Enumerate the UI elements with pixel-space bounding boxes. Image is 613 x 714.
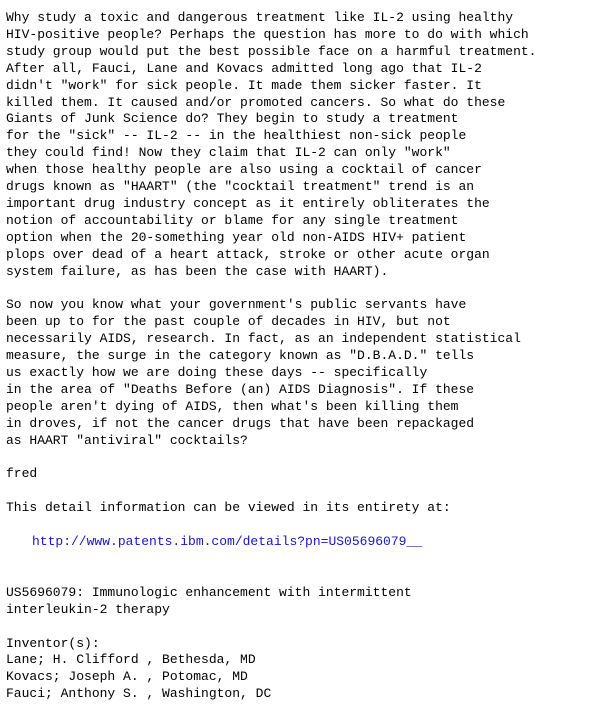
text-line: important drug industry concept as it entirely obliterates the — [6, 195, 490, 211]
paragraph-two — [6, 297, 613, 449]
text-line: killed them. It caused and/or promoted cancers. So what do these — [6, 94, 506, 110]
text-line: us exactly how we are doing these days -- specifically — [6, 365, 428, 381]
inventors-list — [6, 652, 613, 703]
inventors-label: Inventor(s): — [6, 635, 100, 651]
detail-intro: This detail information can be viewed in its entirety at: — [6, 500, 451, 516]
text-line: plops over dead of a heart attack, stroke or other acute organ — [6, 246, 490, 262]
text-line: didn't "work" for sick people. It made them sicker faster. It — [6, 77, 482, 93]
blank-line — [6, 619, 613, 636]
blank-line — [6, 281, 613, 298]
text-line: option when the 20-something year old non-AIDS HIV+ patient — [6, 229, 467, 245]
text-line: study group would put the best possible face on a harmful treatment. — [6, 43, 537, 59]
patent-title — [6, 585, 613, 619]
inventor-item: Fauci; Anthony S. , Washington, DC — [6, 686, 272, 702]
inventor-item: Lane; H. Clifford , Bethesda, MD — [6, 652, 256, 668]
link-line — [6, 534, 613, 551]
signature: fred — [6, 466, 38, 482]
text-line: Giants of Junk Science do? They begin to study a treatment — [6, 111, 459, 127]
text-line: HIV-positive people? Perhaps the question has more to do with which — [6, 26, 529, 42]
text-line: people aren't dying of AIDS, then what's been killing them — [6, 398, 459, 414]
blank-line — [6, 568, 613, 585]
blank-line — [6, 551, 613, 568]
text-line: for the "sick" -- IL-2 -- in the healthiest non-sick people — [6, 128, 467, 144]
blank-line — [6, 517, 613, 534]
blank-line — [6, 450, 613, 467]
text-line: So now you know what your government's public servants have — [6, 297, 467, 313]
text-line: they could find! Now they claim that IL-2 can only "work" — [6, 145, 451, 161]
text-line: drugs known as "HAART" (the "cocktail treatment" trend is an — [6, 179, 475, 195]
text-line: been up to for the past couple of decades in HIV, but not — [6, 314, 451, 330]
text-line: system failure, as has been the case with HAART). — [6, 263, 389, 279]
link-trailing: __ — [406, 534, 423, 550]
text-line: notion of accountability or blame for any single treatment — [6, 212, 459, 228]
patent-link[interactable]: http://www.patents.ibm.com/details?pn=US05696079 — [32, 534, 407, 550]
text-line: measure, the surge in the category known as "D.B.A.D." tells — [6, 348, 475, 364]
blank-line — [6, 483, 613, 500]
text-line: interleukin-2 therapy — [6, 601, 170, 617]
text-line: when those healthy people are also using a cocktail of cancer — [6, 162, 482, 178]
text-line: After all, Fauci, Lane and Kovacs admitted long ago that IL-2 — [6, 60, 482, 76]
text-line: in the area of "Deaths Before (an) AIDS Diagnosis". If these — [6, 381, 475, 397]
paragraph-one — [6, 10, 613, 281]
text-line: in droves, if not the cancer drugs that have been repackaged — [6, 415, 475, 431]
text-line: necessarily AIDS, research. In fact, as an independent statistical — [6, 331, 521, 347]
text-line: US5696079: Immunologic enhancement with intermittent — [6, 584, 412, 600]
inventor-item: Kovacs; Joseph A. , Potomac, MD — [6, 669, 248, 685]
text-line: as HAART "antiviral" cocktails? — [6, 432, 248, 448]
text-line: Why study a toxic and dangerous treatment like IL-2 using healthy — [6, 10, 514, 25]
